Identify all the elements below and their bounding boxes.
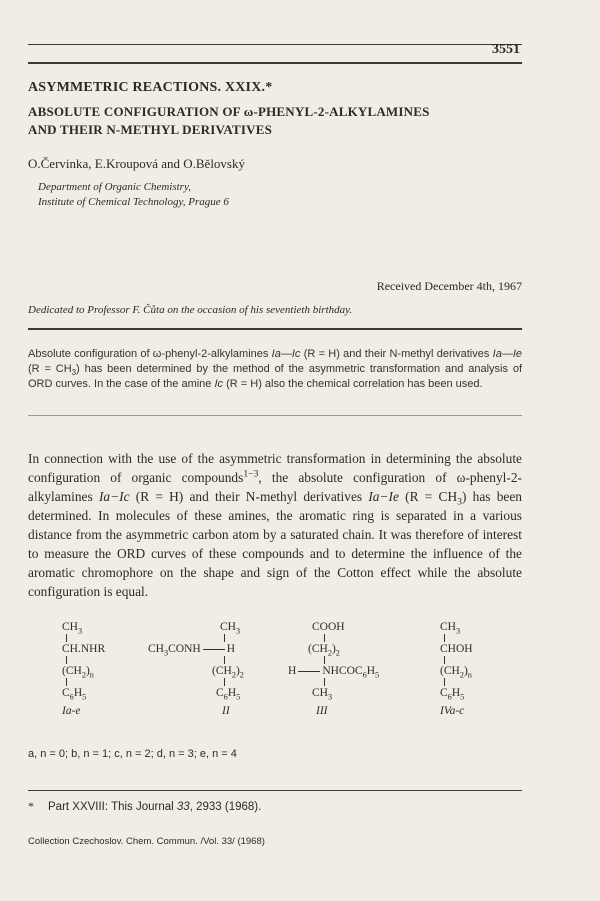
subscript: 2 (81, 670, 86, 680)
compound-ref: Ia−Ic (98, 489, 130, 504)
formula-legend: a, n = 0; b, n = 1; c, n = 2; d, n = 3; e, n = 4 (28, 748, 237, 760)
formula-text: CH (148, 643, 164, 655)
subscript: 3 (455, 626, 461, 636)
formula-text: CH (440, 621, 456, 633)
footnote (48, 801, 261, 813)
body-text: In connection with the use of the asymmetric transformation in determining the absolute configuration of organic compounds (28, 451, 522, 485)
subscript: 2 (231, 670, 236, 680)
body-text: , the absolute configuration of ω-phenyl-2-alkylamines (28, 470, 522, 504)
compound-ref: Ic (214, 378, 224, 390)
compound-ref: Ia—Ie (492, 348, 522, 360)
subscript: 3 (457, 496, 462, 508)
abstract-text: (R = H) and their N-methyl derivatives (300, 348, 493, 360)
body-text: ) has been determined. In molecules of these amines, the aromatic ring is separated in a various distance from the asymmetric carbon atom by a saturated chain. It was therefore of interest to measure the ORD curves of these compounds and to determine the influence of the aromatic chromophore on the shape and sign of the Cotton effect while the absolute configuration is equal. (28, 489, 522, 599)
article-title (28, 103, 528, 139)
affiliation-line-1: Department of Organic Chemistry, (38, 181, 191, 193)
abstract-text: Absolute configuration of ω-phenyl-2-alkylamines (28, 348, 272, 360)
formula-text: CH (62, 621, 78, 633)
footnote-volume: 33 (176, 801, 190, 813)
formula-text: CONH (168, 643, 201, 655)
subscript: 2 (239, 670, 244, 680)
formula-iii (288, 620, 379, 718)
bond-line (320, 634, 379, 642)
footnote-rule (28, 790, 522, 791)
formula-text: COOH (312, 621, 345, 633)
bond-line (440, 634, 473, 642)
bond-line (62, 678, 105, 686)
formula-text: H (226, 643, 236, 655)
formula-ii (148, 620, 244, 718)
formula-text: CH (220, 621, 236, 633)
bond-line (62, 634, 105, 642)
subscript: 3 (71, 368, 77, 378)
subscript: 6 (223, 692, 228, 702)
footnote-mark: * (28, 799, 34, 813)
affiliation-line-2: Institute of Chemical Technology, Prague 6 (38, 196, 229, 208)
subscript: 5 (82, 692, 87, 702)
bond-line (62, 656, 105, 664)
fischer-cross (203, 649, 225, 650)
received-date: Received December 4th, 1967 (376, 279, 522, 293)
formula-text: C (440, 687, 448, 699)
top-rule (28, 44, 522, 45)
bond-line (440, 678, 473, 686)
formula-text: H (288, 665, 297, 677)
formula-text: CH (312, 687, 328, 699)
formula-text: ) (331, 643, 336, 655)
header-rule (28, 62, 522, 64)
formula-text: C (62, 687, 70, 699)
formula-text: ) (235, 665, 240, 677)
bond-line (320, 678, 379, 686)
subscript: 2 (459, 670, 464, 680)
formula-text: (CH (212, 665, 232, 677)
formula-text: ) (463, 665, 468, 677)
compound-ref: Ia−Ie (368, 489, 399, 504)
subscript: 5 (236, 692, 241, 702)
body-text: (R = CH (398, 489, 458, 504)
subscript: n (467, 670, 472, 680)
subscript: 5 (375, 670, 380, 680)
formula-label: II (222, 705, 230, 717)
body-text: (R = H) and their N-methyl derivatives (129, 489, 369, 504)
abstract-text: (R = CH (28, 363, 72, 375)
subscript: 2 (327, 648, 332, 658)
formula-label: III (316, 705, 328, 717)
dedication: Dedicated to Professor F. Čůta on the occasion of his seventieth birthday. (28, 304, 353, 316)
footnote-text: , 2933 (1968). (189, 801, 262, 813)
formula-text: CHOH (440, 643, 473, 655)
formula-text: H (73, 687, 83, 699)
subscript: 2 (335, 648, 340, 658)
subscript: 3 (77, 626, 83, 636)
bond-line (220, 634, 244, 642)
fischer-cross (298, 671, 320, 672)
subscript: 6 (362, 670, 367, 680)
formula-iva-c (440, 620, 473, 718)
footnote-text: Part XXVIII: This Journal (48, 801, 177, 813)
subscript: 3 (235, 626, 241, 636)
bond-line (320, 656, 379, 664)
series-title: ASYMMETRIC REACTIONS. XXIX.* (28, 80, 273, 95)
formula-label: Ia-e (62, 705, 81, 717)
title-line-2: AND THEIR N-METHYL DERIVATIVES (28, 122, 273, 137)
formula-text: C (216, 687, 224, 699)
formula-text: (CH (308, 643, 328, 655)
formula-text: ) (85, 665, 90, 677)
formula-text: H (366, 665, 376, 677)
compound-ref: Ia—Ic (271, 348, 301, 360)
formula-text: CH.NHR (62, 643, 106, 655)
formula-text: (CH (62, 665, 82, 677)
journal-citation: Collection Czechoslov. Chem. Commun. /Vol. 33/ (1968) (28, 836, 265, 847)
formula-text: H (451, 687, 461, 699)
formula-text: (CH (440, 665, 460, 677)
citation: 1−3 (243, 468, 259, 480)
subscript: 5 (460, 692, 465, 702)
abstract (28, 347, 522, 392)
subscript: 3 (163, 648, 169, 658)
formula-text: NHCOC (322, 665, 363, 677)
formula-label: IVa-c (440, 705, 465, 717)
abstract-text: ) has been determined by the method of the asymmetric transformation and analysis of ORD curves. In the case of the amine (28, 363, 522, 390)
bond-line (220, 678, 244, 686)
formula-ia-e (62, 620, 105, 718)
page-number: 3551 (492, 42, 520, 57)
title-line-1: ABSOLUTE CONFIGURATION OF ω-PHENYL-2-ALKYLAMINES (28, 104, 430, 119)
subscript: 6 (69, 692, 74, 702)
subscript: 3 (327, 692, 333, 702)
authors: O.Červinka, E.Kroupová and O.Bělovský (28, 156, 245, 171)
bond-line (440, 656, 473, 664)
bond-line (220, 656, 244, 664)
body-paragraph (28, 449, 522, 601)
abstract-bottom-rule (28, 415, 522, 416)
subscript: n (89, 670, 94, 680)
abstract-text: (R = H) also the chemical correlation has been used. (223, 378, 483, 390)
subscript: 6 (447, 692, 452, 702)
abstract-top-rule (28, 328, 522, 330)
affiliation (38, 180, 229, 210)
formula-text: H (227, 687, 237, 699)
